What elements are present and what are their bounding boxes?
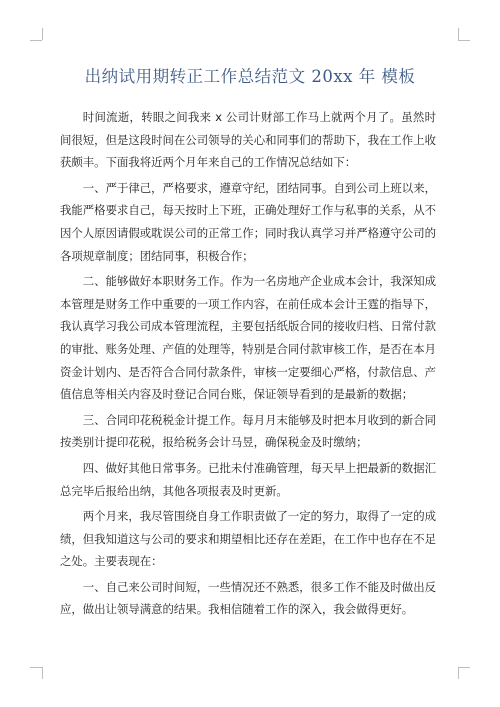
paragraph-daily-affairs: 四、做好其他日常事务。已批未付准确管理，每天早上把最新的数据汇总完毕后报给出纳，其他各项报表及时更新。 [60, 460, 436, 498]
paragraph-shortcoming: 一、自己来公司时间短，一些情况还不熟悉，很多工作不能及时做出反应，做出让领导满意的结果。我相信随着工作的深入，我会做得更好。 [60, 579, 436, 617]
crop-mark-top-right [458, 40, 470, 41]
crop-mark-bottom-right [458, 667, 470, 668]
paragraph-discipline: 一、严于律己，严格要求，遵章守纪，团结同事。自到公司上班以来，我能严格要求自己，每天按时上下班，正确处理好工作与私事的关系，从不因个人原因请假或耽误公司的正常工作；同时我认真学习并严格遵守公司的各项规章制度；团结同事，积极合作； [60, 180, 436, 263]
crop-mark-bottom-left-vertical [42, 667, 43, 679]
crop-mark-top-right-vertical [458, 28, 459, 40]
paragraph-finance-work: 二、能够做好本职财务工作。作为一名房地产企业成本会计，我深知成本管理是财务工作中重要的一项工作内容，在前任成本会计王霆的指导下，我认真学习我公司成本管理流程，主要包括纸版合同的接收归档、日常付款的审批、账务处理、产值的处理等，特别是合同付款审核工作，是否在本月资金计划内、是否符合合同付款条件，审核一定要细心严格，付款信息、产值信息等相关内容及时登记合同台账，保证领导看到的是最新的数据； [60, 274, 436, 402]
paragraph-stamp-tax: 三、合同印花税税金计提工作。每月月末能够及时把本月收到的新合同按类别计提印花税，报给税务会计马昱，确保税金及时缴纳； [60, 412, 436, 450]
crop-mark-top-left-vertical [42, 28, 43, 40]
paragraph-summary: 两个月来，我尽管围绕自身工作职责做了一定的努力，取得了一定的成绩，但我知道这与公司的要求和期望相比还存在差距，在工作中也存在不足之处。主要表现在： [60, 509, 436, 569]
document-body [60, 106, 436, 624]
document-title: 出纳试用期转正工作总结范文 20xx 年 模板 [84, 67, 416, 86]
crop-mark-bottom-left [30, 667, 42, 668]
crop-mark-bottom-right-vertical [458, 667, 459, 679]
paragraph-intro: 时间流逝，转眼之间我来 x 公司计财部工作马上就两个月了。虽然时间很短，但是这段时间在公司领导的关心和同事们的帮助下，我在工作上收获颇丰。下面我将近两个月年来自己的工作情况总结如下： [60, 110, 436, 170]
crop-mark-top-left [30, 40, 42, 41]
